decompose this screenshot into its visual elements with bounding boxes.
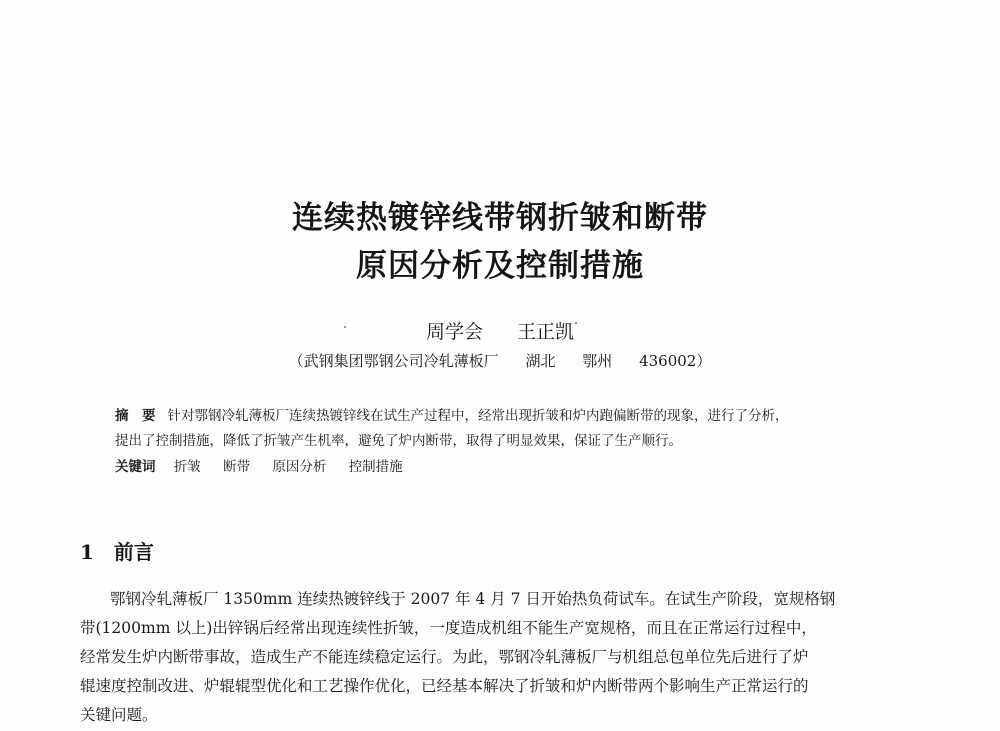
body-line: 鄂钢冷轧薄板厂 1350mm 连续热镀锌线于 2007 年 4 月 7 日开始热负荷试车。在试生产阶段，宽规格钢 — [110, 590, 836, 608]
abstract — [115, 404, 905, 454]
scan-speck — [344, 326, 346, 328]
affiliation-region: 湖北 — [525, 352, 556, 370]
section-heading — [80, 536, 154, 565]
abstract-line-1 — [115, 404, 905, 429]
abstract-line-2: 提出了控制措施，降低了折皱产生机率，避免了炉内断带，取得了明显效果，保证了生产顺行。 — [115, 433, 682, 449]
abstract-label: 摘 要 — [115, 408, 156, 424]
keyword: 断带 — [223, 459, 251, 475]
section-body — [80, 585, 918, 730]
body-line: 经常发生炉内断带事故，造成生产不能连续稳定运行。为此，鄂钢冷轧薄板厂与机组总包单位先后进行了炉 — [80, 648, 809, 666]
body-line: 关键问题。 — [80, 706, 158, 724]
keyword: 折皱 — [173, 459, 201, 475]
affiliation-postcode: 436002） — [639, 352, 712, 370]
affiliation-city: 鄂州 — [582, 352, 613, 370]
section-number: 1 — [80, 540, 94, 564]
keywords — [115, 455, 421, 475]
scan-speck — [575, 322, 577, 324]
body-line: 带(1200mm 以上)出锌锅后经常出现连续性折皱，一度造成机组不能生产宽规格，而且在正常运行过程中， — [80, 619, 817, 637]
author-list — [0, 317, 1000, 344]
author-name: 王正凯 — [517, 321, 575, 343]
section-title: 前言 — [113, 540, 154, 564]
abstract-text: 针对鄂钢冷轧薄板厂连续热镀锌线在试生产过程中，经常出现折皱和炉内跑偏断带的现象，进行了分析， — [167, 408, 789, 424]
keyword: 控制措施 — [348, 459, 403, 475]
affiliation — [0, 350, 1000, 371]
body-line: 辊速度控制改进、炉辊辊型优化和工艺操作优化，已经基本解决了折皱和炉内断带两个影响生产正常运行的 — [80, 677, 809, 695]
affiliation-org: （武钢集团鄂钢公司冷轧薄板厂 — [288, 352, 499, 370]
keyword: 原因分析 — [272, 459, 327, 475]
paper-title-line-1: 连续热镀锌线带钢折皱和断带 — [292, 200, 708, 236]
keywords-label: 关键词 — [115, 459, 156, 475]
paper-title-line-2: 原因分析及控制措施 — [356, 248, 644, 284]
author-name: 周学会 — [425, 321, 483, 343]
